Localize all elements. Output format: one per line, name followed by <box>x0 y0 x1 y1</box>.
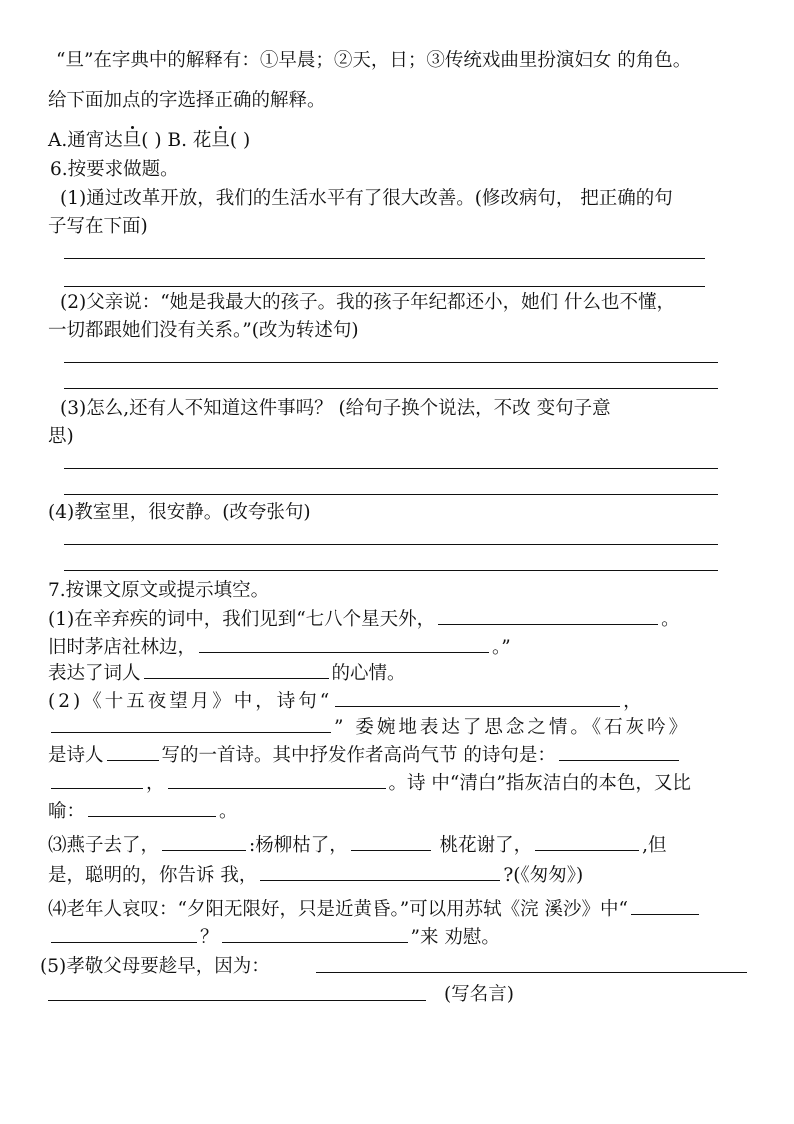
fill-blank[interactable] <box>559 742 679 761</box>
answer-line[interactable] <box>64 544 718 545</box>
q7-item5-line1 <box>40 954 270 980</box>
q7-item1-punct: 。” <box>492 637 511 658</box>
fill-blank[interactable] <box>535 832 639 851</box>
fill-blank[interactable] <box>88 798 216 817</box>
q7-item2-punct: ， <box>146 773 165 794</box>
q6-item2-line1: (2)父亲说：“她是我最大的孩子。我的孩子年纪都还小，她们 什么也不懂， <box>60 292 676 313</box>
q5-intro-line2: 给下面加点的字选择正确的解释。 <box>48 90 326 111</box>
q7-item2-text: 写的一首诗。其中抒发作者高尚气节 的诗句是： <box>161 745 556 766</box>
fill-blank[interactable] <box>51 714 331 733</box>
q7-item1-line2 <box>48 634 511 661</box>
answer-line[interactable] <box>64 468 718 469</box>
q6-item4-line1: (4)教室里，很安静。(改夸张句) <box>48 502 311 523</box>
answer-line[interactable] <box>316 972 747 973</box>
q7-item3-text: 桃花谢了， <box>433 835 533 856</box>
q6-item2-line2: 一切都跟她们没有关系。”(改为转述句) <box>48 320 359 341</box>
fill-blank[interactable] <box>51 770 143 789</box>
q7-item1-line1 <box>48 606 680 633</box>
q7-item2-line4 <box>48 770 691 797</box>
fill-blank[interactable] <box>260 862 500 881</box>
fill-blank[interactable] <box>162 832 246 851</box>
q7-item1-text: 的心情。 <box>331 663 406 684</box>
answer-line[interactable] <box>64 388 718 389</box>
fill-blank[interactable] <box>168 770 386 789</box>
q7-item2-text: 喻： <box>48 801 86 822</box>
q7-item2-punct: 。 <box>219 801 238 822</box>
q7-item2-punct: ， <box>623 691 642 712</box>
q6-item3-line2: 思) <box>48 426 74 447</box>
q7-item3-line1 <box>48 832 667 859</box>
q7-item3-line2 <box>48 862 583 889</box>
q7-item2-text: ” 委婉地表达了思念之情。《石灰吟》 <box>334 717 691 738</box>
q7-item2-text: 是诗人 <box>48 745 104 766</box>
q7-item1-punct: 。 <box>661 609 680 630</box>
q7-item3-text: ,但 <box>642 835 667 856</box>
q7-item3-text: ⑶燕子去了， <box>48 835 160 856</box>
q7-item3-text: :杨柳枯了， <box>249 835 348 856</box>
fill-blank[interactable] <box>199 634 489 653</box>
option-a-dotted-char: 旦 <box>122 130 142 151</box>
q7-item4-line1 <box>48 896 702 923</box>
q7-item4-punct: ？ <box>200 927 219 948</box>
q7-item2-line3 <box>48 742 682 769</box>
q7-item4-line2 <box>48 924 500 951</box>
q5-options <box>48 128 250 154</box>
q7-item2-line2 <box>48 714 690 741</box>
q7-heading: 7.按课文原文或提示填空。 <box>48 580 270 601</box>
q6-heading: 6.按要求做题。 <box>50 159 179 180</box>
answer-line[interactable] <box>64 362 718 363</box>
option-b-dotted-char: 旦 <box>211 130 230 151</box>
q7-item4-text: ”来 劝慰。 <box>410 927 500 948</box>
q7-item3-text: 是，聪明的，你告诉 我， <box>48 865 258 886</box>
answer-line[interactable] <box>64 286 705 287</box>
option-b-answer-paren[interactable]: ( ) <box>229 130 251 151</box>
q7-item4-text: ⑷老年人哀叹：“夕阳无限好，只是近黄昏。”可以用苏轼《浣 溪沙》中“ <box>48 899 629 920</box>
q7-item5-note: (写名言) <box>444 984 514 1005</box>
option-b-prefix: B. 花 <box>161 130 212 151</box>
fill-blank[interactable] <box>438 606 658 625</box>
q6-item1-line1: (1)通过改革开放，我们的生活水平有了很大改善。(修改病句， 把正确的句 <box>60 188 673 209</box>
answer-line[interactable] <box>64 494 718 495</box>
answer-line[interactable] <box>64 570 718 571</box>
fill-blank[interactable] <box>51 924 197 943</box>
option-a-prefix: A.通宵达 <box>48 130 123 151</box>
q7-item1-text: 旧时茅店社林边， <box>48 637 197 658</box>
q7-item1-text: (1)在辛弃疾的词中，我们见到“七八个星天外， <box>48 609 436 630</box>
option-a-answer-paren[interactable]: ( ) <box>141 130 162 151</box>
q6-item3-line1: (3)怎么,还有人不知道这件事吗？ (给句子换个说法，不改 变句子意 <box>60 398 611 419</box>
q7-item2-text: (2)《十五夜望月》中，诗句“ <box>48 691 333 712</box>
q6-item1-line2: 子写在下面) <box>48 216 148 237</box>
fill-blank[interactable] <box>222 924 408 943</box>
q7-item3-text: ?(《匆匆》) <box>503 865 584 886</box>
q7-item2-text: 。诗 中“清白”指灰洁白的本色，又比 <box>388 773 691 794</box>
q7-item5-text: (5)孝敬父母要趁早，因为： <box>40 956 270 977</box>
q7-item1-text: 表达了词人 <box>48 663 141 684</box>
answer-line[interactable] <box>64 258 705 259</box>
q7-item2-line5 <box>48 798 238 825</box>
fill-blank[interactable] <box>107 742 159 761</box>
fill-blank[interactable] <box>351 832 431 851</box>
fill-blank[interactable] <box>335 688 620 707</box>
q7-item1-line3 <box>48 660 406 687</box>
answer-line[interactable] <box>48 1000 426 1001</box>
q7-item2-line1 <box>48 688 642 715</box>
fill-blank[interactable] <box>631 896 699 915</box>
fill-blank[interactable] <box>144 660 329 679</box>
q5-intro-line1: “旦”在字典中的解释有：①早晨；②天，日；③传统戏曲里扮演妇女 的角色。 <box>56 50 692 71</box>
